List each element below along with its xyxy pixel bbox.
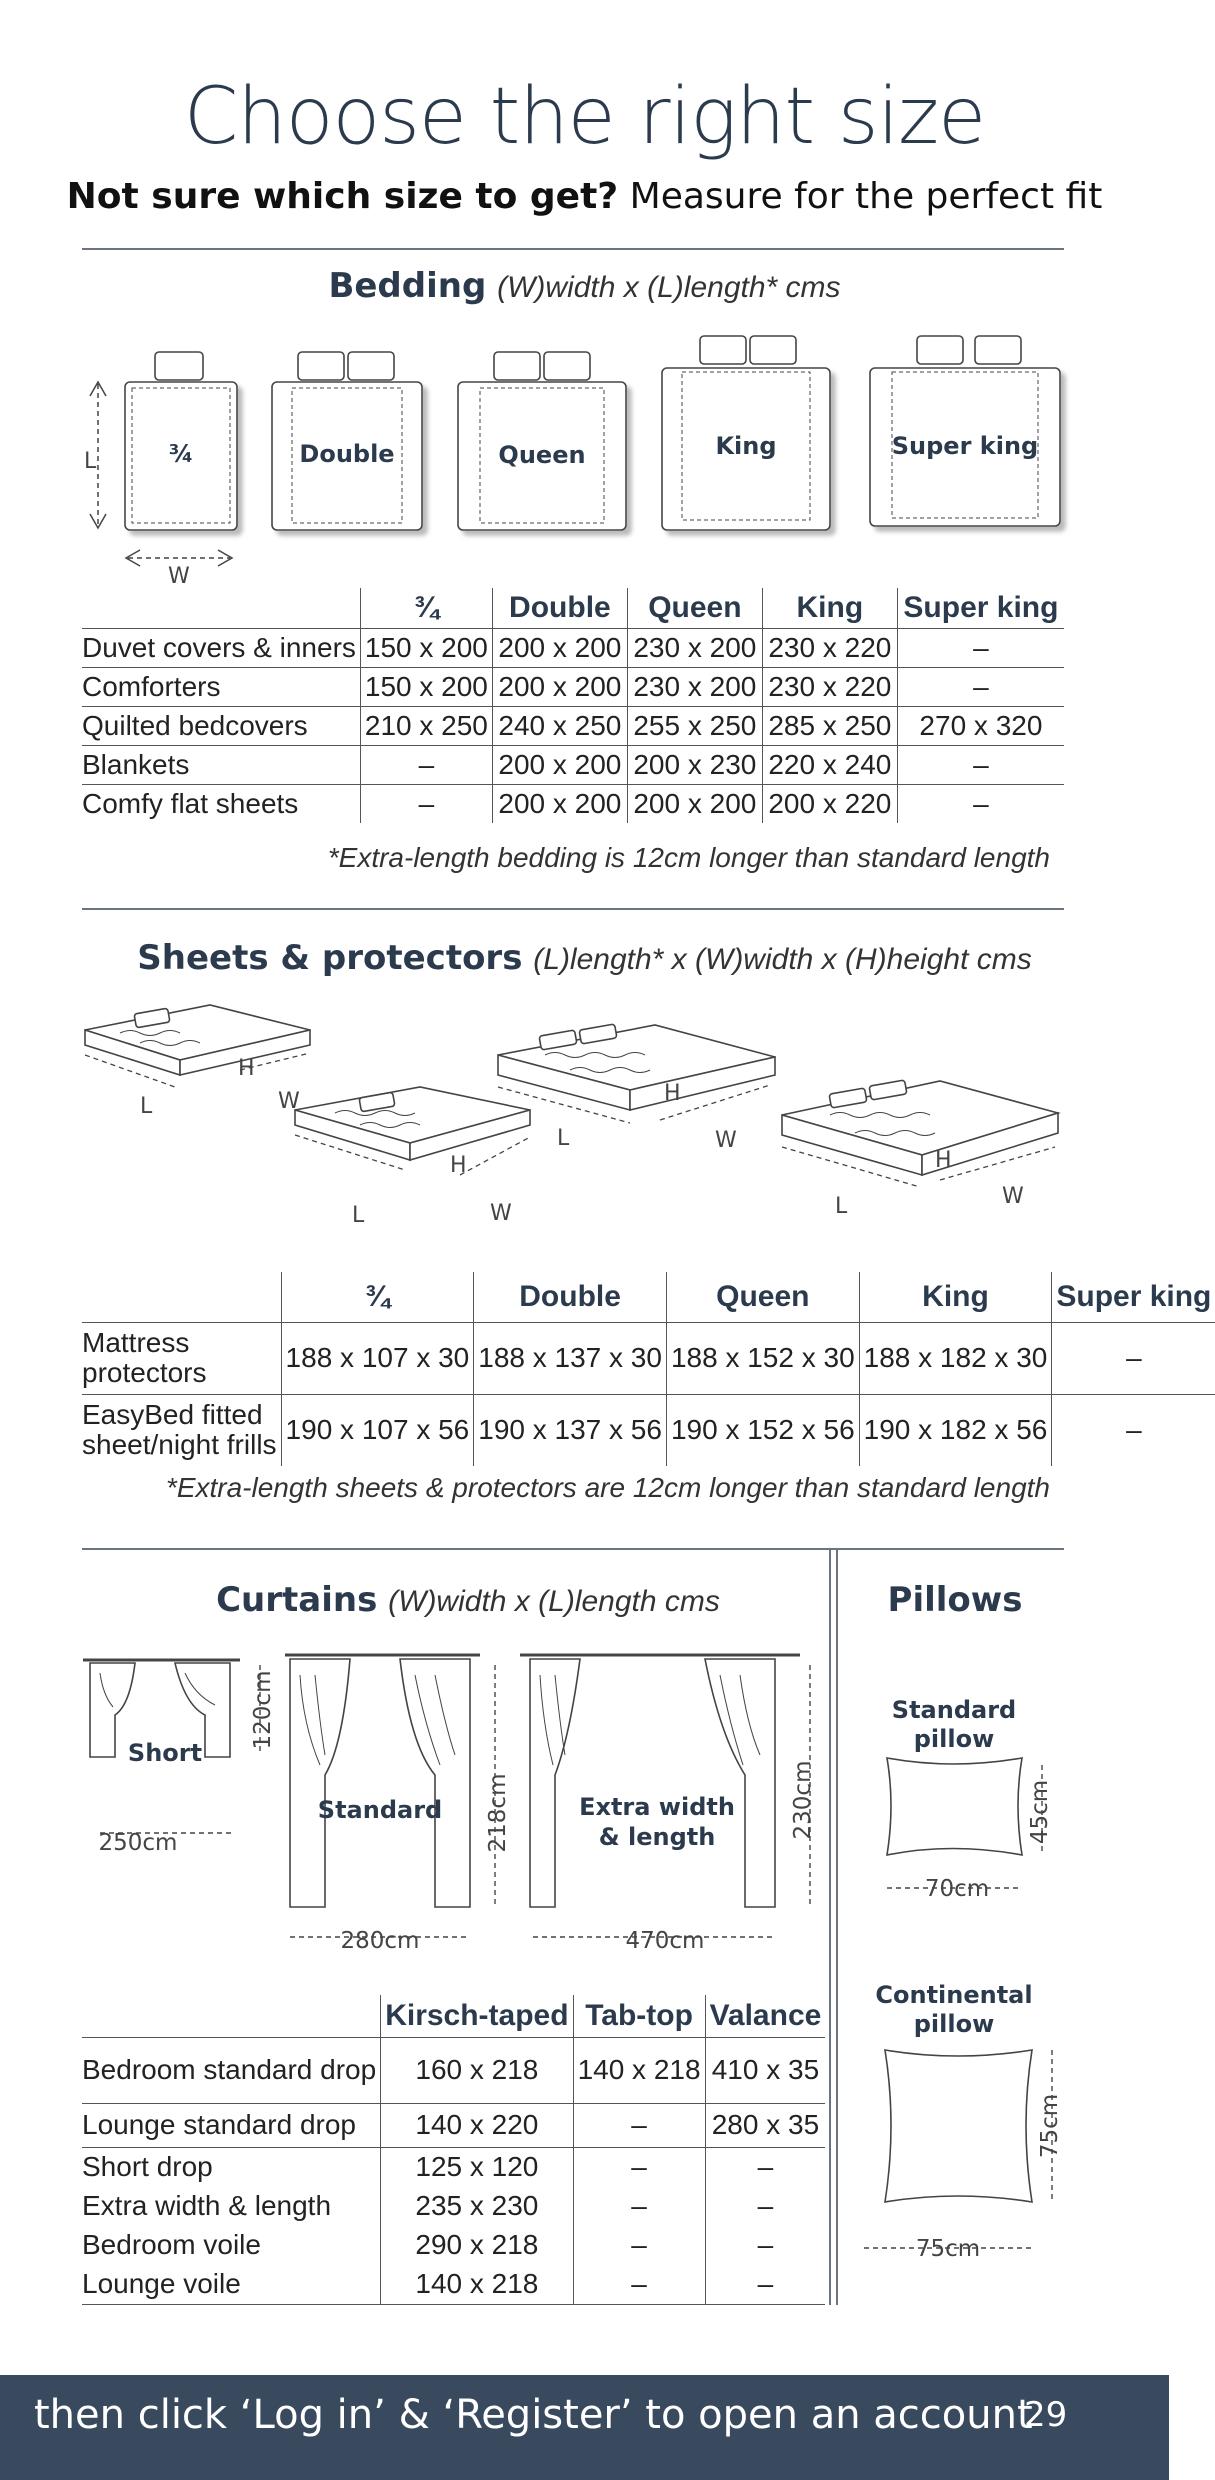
continental-pillow-width: 75cm (915, 2236, 981, 2262)
table-cell: 200 x 200 (492, 667, 627, 706)
row-label: Short drop (82, 2150, 213, 2182)
table-cell: 125 x 120 (381, 2147, 573, 2186)
col-header: Valance (705, 1995, 825, 2037)
table-cell: 220 x 240 (762, 745, 897, 784)
table-cell: 190 x 182 x 56 (859, 1394, 1052, 1466)
col-header: King (762, 588, 897, 628)
table-cell: 190 x 152 x 56 (666, 1394, 859, 1466)
table-cell: 150 x 200 (360, 667, 492, 706)
height-label: H (450, 1153, 467, 1178)
col-header: Tab-top (573, 1995, 705, 2037)
page-number: 29 (1024, 2395, 1068, 2435)
row-label: Duvet covers & inners (82, 628, 360, 667)
standard-height-label: 218cm (485, 1773, 511, 1853)
divider (82, 908, 1064, 910)
pillow-icon (917, 336, 963, 364)
length-label: L (140, 1094, 153, 1119)
length-label: L (835, 1194, 848, 1219)
table-cell: 188 x 182 x 30 (859, 1322, 1052, 1394)
pillow-icon (750, 336, 796, 364)
col-header: ¾ (360, 588, 492, 628)
table-row (82, 2264, 825, 2304)
table-row (82, 706, 1064, 745)
table-cell: 140 x 220 (381, 2103, 573, 2147)
width-label: W (715, 1128, 737, 1153)
column-divider (829, 1550, 831, 2305)
width-label: W (168, 564, 190, 589)
extra-width-label: 470cm (625, 1928, 705, 1954)
extra-height-label: 230cm (790, 1760, 816, 1840)
table-cell: – (573, 2225, 705, 2264)
table-cell: 255 x 250 (627, 706, 762, 745)
table-row (82, 2037, 825, 2103)
row-label: Comforters (82, 667, 360, 706)
table-cell: 140 x 218 (381, 2264, 573, 2304)
curtains-heading (0, 1580, 936, 1620)
subtitle-bold: Not sure which size to get? (66, 176, 619, 217)
table-row (82, 667, 1064, 706)
table-cell: 230 x 220 (762, 667, 897, 706)
bedding-dims: (W)width x (L)length* cms (497, 271, 841, 304)
table-cell: – (897, 745, 1064, 784)
standard-pillow-icon (887, 1758, 1022, 1855)
table-cell: 200 x 200 (492, 784, 627, 823)
table-cell: 280 x 35 (705, 2103, 825, 2147)
continental-pillow-icon (885, 2050, 1032, 2202)
length-label: L (84, 449, 97, 474)
mattress-icon (782, 1080, 1058, 1175)
length-label: L (352, 1203, 365, 1228)
page-subtitle (0, 176, 1169, 217)
row-label: Bedroom standard drop (82, 2037, 381, 2103)
sheets-table (82, 1272, 1215, 1466)
row-label: Quilted bedcovers (82, 706, 360, 745)
curtains-table (82, 1995, 825, 2305)
col-header: Double (492, 588, 627, 628)
row-label: EasyBed fitted (82, 1399, 263, 1431)
length-label: L (557, 1126, 570, 1151)
table-cell: 230 x 220 (762, 628, 897, 667)
bed-label-super-king: Super king (891, 432, 1039, 460)
pillow-icon (975, 336, 1021, 364)
table-cell: – (573, 2103, 705, 2147)
col-header: Queen (666, 1272, 859, 1322)
height-label: H (935, 1148, 952, 1173)
table-cell: 410 x 35 (705, 2037, 825, 2103)
table-cell: – (573, 2147, 705, 2186)
bed-label-three-quarter: ¾ (168, 440, 194, 468)
width-label: W (490, 1201, 512, 1226)
col-header: King (859, 1272, 1052, 1322)
table-cell: – (897, 667, 1064, 706)
short-label: Short (127, 1739, 203, 1767)
table-cell: 230 x 200 (627, 628, 762, 667)
table-cell: 200 x 200 (627, 784, 762, 823)
table-cell: – (705, 2147, 825, 2186)
continental-pillow-label-2: pillow (913, 2010, 995, 2038)
table-row (82, 628, 1064, 667)
divider (82, 248, 1064, 250)
curtains-dims: (W)width x (L)length cms (388, 1585, 720, 1618)
height-label: H (238, 1056, 255, 1081)
height-label: H (664, 1081, 681, 1106)
table-cell: 160 x 218 (381, 2037, 573, 2103)
bedding-title: Bedding (328, 266, 487, 306)
continental-pillow-height: 75cm (1037, 2093, 1063, 2159)
table-cell: – (573, 2264, 705, 2304)
column-divider (836, 1550, 838, 2305)
extra-width-curtain-icon (520, 1655, 800, 1907)
bed-label-king: King (715, 432, 777, 460)
col-header: Double (474, 1272, 667, 1322)
pillow-icon (494, 352, 540, 380)
row-label: Lounge standard drop (82, 2103, 381, 2147)
table-row (82, 2225, 825, 2264)
table-cell: – (705, 2225, 825, 2264)
curtains-diagram (75, 1645, 820, 1965)
bed-label-queen: Queen (498, 441, 586, 469)
table-row (82, 745, 1064, 784)
row-label: protectors (82, 1357, 207, 1388)
table-cell: 200 x 220 (762, 784, 897, 823)
table-cell: – (897, 784, 1064, 823)
pillow-icon (700, 336, 746, 364)
row-label: sheet/night frills (82, 1429, 277, 1461)
sheets-heading (0, 938, 1169, 978)
table-cell: 188 x 137 x 30 (474, 1322, 667, 1394)
table-cell: 290 x 218 (381, 2225, 573, 2264)
table-cell: 230 x 200 (627, 667, 762, 706)
row-label: Comfy flat sheets (82, 787, 299, 819)
short-width-label: 250cm (98, 1830, 178, 1856)
table-cell: – (1052, 1394, 1215, 1466)
table-cell: 235 x 230 (381, 2186, 573, 2225)
col-header: ¾ (281, 1272, 474, 1322)
sheets-note: *Extra-length sheets & protectors are 12cm longer than standard length (165, 1472, 1050, 1503)
bedding-header-row (82, 588, 1064, 628)
pillow-icon (348, 352, 394, 380)
standard-pillow-label-2: pillow (913, 1725, 995, 1753)
bedding-note: *Extra-length bedding is 12cm longer than standard length (327, 842, 1050, 873)
col-header: Kirsch-taped (381, 1995, 573, 2037)
row-label: Bedroom voile (82, 2228, 261, 2260)
width-label: W (1002, 1184, 1024, 1209)
standard-pillow-width: 70cm (924, 1876, 990, 1902)
sheets-header-row (82, 1272, 1215, 1322)
pillows-diagram (842, 1690, 1067, 2262)
mattress-diagram (70, 995, 1070, 1245)
width-label: W (278, 1089, 300, 1114)
page-title: Choose the right size (183, 72, 986, 162)
pillow-icon (298, 352, 344, 380)
subtitle-rest: Measure for the perfect fit (618, 176, 1103, 217)
table-cell: 188 x 107 x 30 (281, 1322, 474, 1394)
sheets-dims: (L)length* x (W)width x (H)height cms (533, 943, 1032, 976)
pillow-icon (155, 352, 203, 380)
table-cell: – (360, 745, 492, 784)
table-cell: 200 x 200 (492, 628, 627, 667)
table-cell: 200 x 200 (492, 745, 627, 784)
pillows-title: Pillows (887, 1580, 1023, 1620)
table-cell: 190 x 107 x 56 (281, 1394, 474, 1466)
table-cell: 210 x 250 (360, 706, 492, 745)
table-cell: 150 x 200 (360, 628, 492, 667)
table-cell: 188 x 152 x 30 (666, 1322, 859, 1394)
row-label: Lounge voile (82, 2264, 381, 2304)
table-cell: – (360, 784, 492, 823)
continental-pillow-label-1: Continental (875, 1981, 1033, 2009)
standard-pillow-label-1: Standard (891, 1696, 1017, 1724)
col-header: Super king (1052, 1272, 1215, 1322)
bedding-diagram (70, 330, 1070, 590)
col-header: Queen (627, 588, 762, 628)
table-cell: – (1052, 1322, 1215, 1394)
table-row (82, 2147, 825, 2186)
sheets-title: Sheets & protectors (137, 938, 523, 978)
row-label: Blankets (82, 745, 360, 784)
table-cell: 190 x 137 x 56 (474, 1394, 667, 1466)
table-cell: – (897, 628, 1064, 667)
mattress-icon (85, 1005, 310, 1075)
standard-curtain-icon (285, 1655, 480, 1907)
table-cell: 270 x 320 (897, 706, 1064, 745)
table-row (82, 1394, 1215, 1466)
pillow-icon (544, 352, 590, 380)
footer-text: then click ‘Log in’ & ‘Register’ to open an account (34, 2392, 1033, 2438)
table-cell: – (573, 2186, 705, 2225)
curtains-header-row (82, 1995, 825, 2037)
bedding-table (82, 588, 1064, 823)
table-cell: 200 x 230 (627, 745, 762, 784)
table-cell: 285 x 250 (762, 706, 897, 745)
extra-label-line2: & length (598, 1823, 716, 1851)
table-cell: 140 x 218 (573, 2037, 705, 2103)
standard-width-label: 280cm (340, 1928, 420, 1954)
table-row (82, 2103, 825, 2147)
standard-label: Standard (317, 1796, 443, 1824)
pillows-heading (840, 1580, 1070, 1620)
mattress-icon (295, 1087, 530, 1160)
table-row (82, 784, 1064, 823)
table-row (82, 2186, 825, 2225)
short-height-label: 120cm (250, 1670, 276, 1750)
extra-label-line1: Extra width (579, 1793, 735, 1821)
table-cell: – (705, 2186, 825, 2225)
table-cell: 240 x 250 (492, 706, 627, 745)
bedding-heading (0, 266, 1169, 306)
row-label: Mattress (82, 1327, 190, 1358)
divider (82, 1548, 1064, 1550)
table-cell: – (705, 2264, 825, 2304)
row-label: Extra width & length (82, 2189, 332, 2221)
col-header: Super king (897, 588, 1064, 628)
curtains-title: Curtains (216, 1580, 378, 1620)
table-row (82, 1322, 1215, 1394)
bed-label-double: Double (299, 440, 395, 468)
standard-pillow-height: 45cm (1027, 1779, 1053, 1845)
